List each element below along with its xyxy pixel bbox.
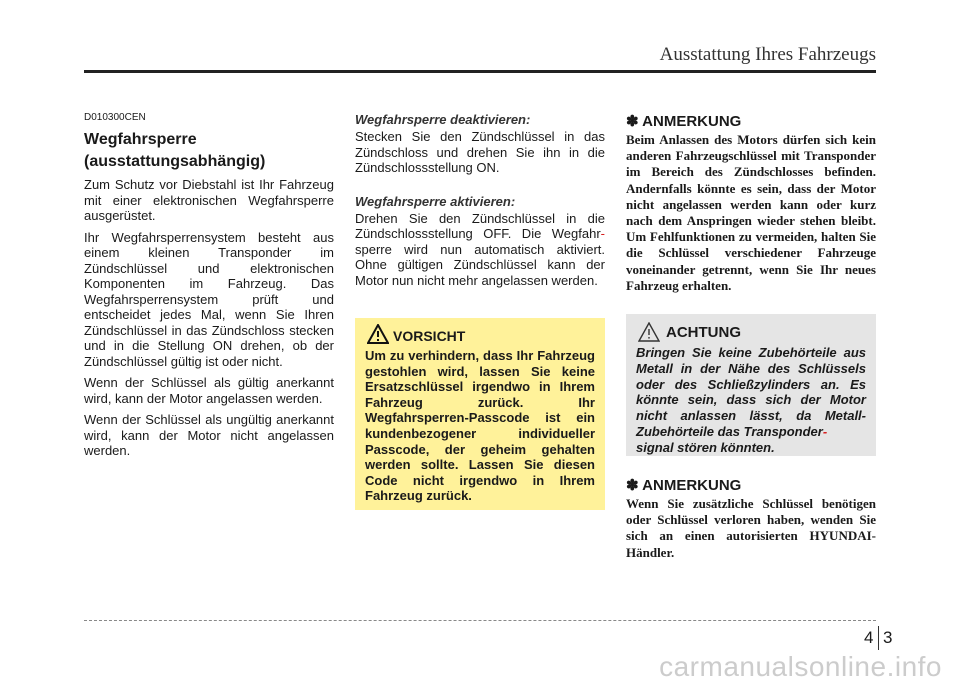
caution-text-b: signal stören könnten. (636, 439, 775, 455)
section-heading-line-1: Wegfahrsperre (84, 131, 197, 148)
activate-text-a: Drehen Sie den Zündschlüssel in die Zündschlossstellung OFF. Die Wegfahr (355, 210, 605, 241)
caution-text-a: Bringen Sie keine Zubehörteile aus Metall in der Nähe des Schlüssels oder des Schließzylinders an. Es könnte sein, dass sich der Motor nicht anlassen lässt, da Metall-Zubehörteile das Transponder (636, 345, 866, 439)
note-2-title: ✽ ANMERKUNG (626, 477, 742, 494)
paragraph-4: Wenn der Schlüssel als ungültig anerkannt wird, kann der Motor nicht angelassen werden. (84, 412, 334, 458)
note-1-title: ✽ ANMERKUNG (626, 113, 742, 130)
caution-box (626, 314, 876, 456)
activate-text-b: sperre wird nun automatisch aktiviert. Ohne gültigen Zündschlüssel kann der Motor nun nicht mehr angelassen werden. (355, 241, 605, 288)
note-2-text: Wenn Sie zusätzliche Schlüssel benötigen oder Schlüssel verloren haben, wenden Sie sich an einen autorisierten HYUNDAI-Händler. (626, 496, 876, 560)
note-1-text: Beim Anlassen des Motors dürfen sich kein anderen Fahrzeugschlüssel mit Transponder im Bereich des Zündschlosses befinden. Andernfalls könnte es sein, dass der Motor nicht angelassen werden kann oder kurz nach dem Anspringen wieder stehen bleibt. Um Fehlfunktionen zu vermeiden, halten Sie die Schlüssel verschiedener Fahrzeuge voneinander getrennt, wenn Sie Ihr neues Fahrzeug erhalten. (626, 132, 876, 293)
caution-hyphen: - (822, 423, 828, 439)
caution-text (636, 345, 866, 456)
warning-box (355, 318, 605, 510)
warning-title-text: VORSICHT (393, 328, 466, 344)
paragraph-1: Zum Schutz vor Diebstahl ist Ihr Fahrzeug mit einer elektronischen Wegfahrsperre ausgerüstet. (84, 177, 334, 223)
chapter-number: 4 (864, 628, 874, 647)
warning-title (393, 328, 595, 344)
page-separator (878, 626, 879, 650)
right-column (626, 112, 876, 294)
paragraph-3: Wenn der Schlüssel als gültig anerkannt wird, kann der Motor angelassen werden. (84, 375, 334, 406)
section-heading-line-2: (ausstattungsabhängig) (84, 153, 266, 170)
activate-hyphen: - (600, 226, 605, 241)
deactivate-heading: Wegfahrsperre deaktivieren: (355, 112, 531, 127)
activate-text (355, 211, 605, 289)
middle-column (355, 112, 605, 294)
section-heading (84, 129, 334, 173)
header-title: Ausstattung Ihres Fahrzeugs (659, 44, 876, 65)
deactivate-text: Stecken Sie den Zündschlüssel in das Zündschloss und drehen Sie ihn in die Zündschlossstellung ON. (355, 129, 605, 175)
caution-title-text: ACHTUNG (666, 324, 741, 341)
note-2 (626, 476, 876, 561)
warning-triangle-icon (367, 324, 389, 347)
header-rule (84, 70, 876, 73)
watermark: carmanualsonline.info (659, 651, 942, 682)
caution-title (666, 324, 866, 341)
page-number: 3 (883, 628, 893, 647)
activate-heading: Wegfahrsperre aktivieren: (355, 193, 516, 209)
left-column (84, 112, 334, 465)
footer-rule (84, 620, 876, 621)
paragraph-2: Ihr Wegfahrsperrensystem besteht aus einem kleinen Transponder im Zündschlüssel und elektronischen Komponenten im Fahrzeug. Das Wegfahrsperrensystem prüft und entscheidet jedes Mal, wenn Sie Ihren Zündschlüssel in das Zündschloss stecken und in die Stellung ON drehen, ob der Zündschlüssel gültig ist oder nicht. (84, 229, 334, 369)
section-code: D010300CEN (84, 112, 146, 123)
caution-triangle-icon (638, 322, 660, 346)
warning-text: Um zu verhindern, dass Ihr Fahrzeug gestohlen wird, lassen Sie keine Ersatzschlüssel irgendwo in Ihrem Fahrzeug zurück. Ihr Wegfahrsperren-Passcode ist ein kundenbezogener individueller Passcode, der geheim gehalten werden sollte. Lassen Sie diesen Code nicht irgendwo in Ihrem Fahrzeug zurück. (365, 348, 595, 504)
